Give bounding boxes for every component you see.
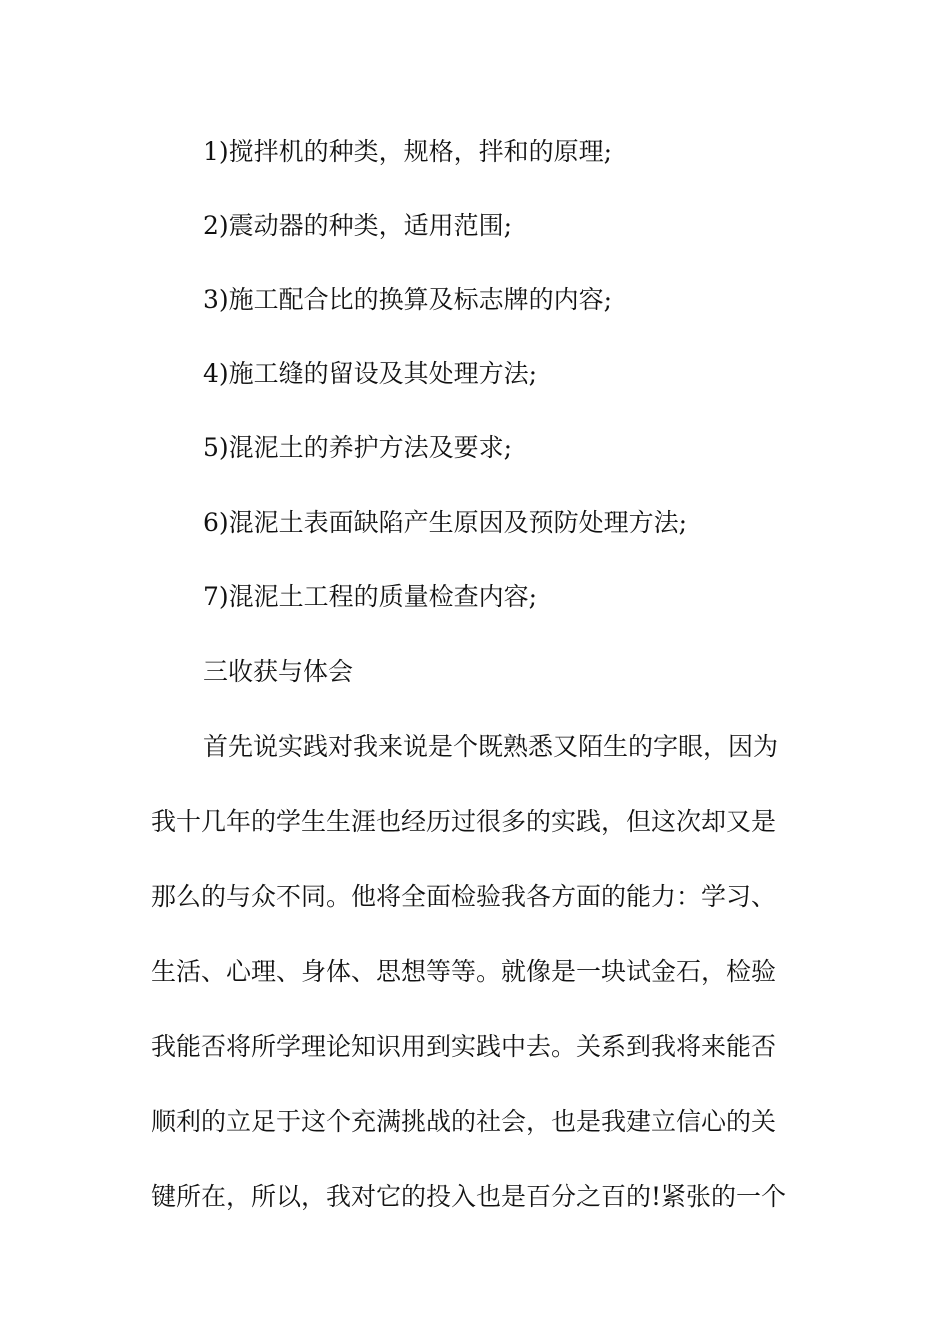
- list-item-4: 4)施工缝的留设及其处理方法;: [203, 359, 538, 388]
- list-item-2: 2)震动器的种类，适用范围;: [203, 211, 513, 240]
- paragraph-line-7: 键所在，所以，我对它的投入也是百分之百的!紧张的一个: [151, 1182, 787, 1211]
- list-item-1: 1)搅拌机的种类，规格，拌和的原理;: [203, 137, 613, 166]
- paragraph-line-6: 顺利的立足于这个充满挑战的社会，也是我建立信心的关: [151, 1107, 777, 1136]
- list-item-5: 5)混泥土的养护方法及要求;: [203, 433, 513, 462]
- list-item-6: 6)混泥土表面缺陷产生原因及预防处理方法;: [203, 508, 688, 537]
- paragraph-line-5: 我能否将所学理论知识用到实践中去。关系到我将来能否: [151, 1032, 777, 1061]
- section-heading: 三收获与体会: [203, 657, 354, 686]
- paragraph-line-4: 生活、心理、身体、思想等等。就像是一块试金石，检验: [151, 957, 777, 986]
- paragraph-line-2: 我十几年的学生生涯也经历过很多的实践，但这次却又是: [151, 807, 777, 836]
- paragraph-line-3: 那么的与众不同。他将全面检验我各方面的能力：学习、: [151, 882, 777, 911]
- list-item-3: 3)施工配合比的换算及标志牌的内容;: [203, 285, 613, 314]
- list-item-7: 7)混泥土工程的质量检查内容;: [203, 582, 538, 611]
- paragraph-line-1: 首先说实践对我来说是个既熟悉又陌生的字眼，因为: [203, 732, 779, 761]
